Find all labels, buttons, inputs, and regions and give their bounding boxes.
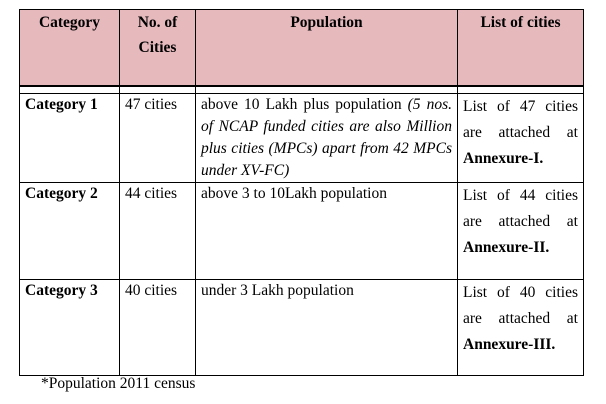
population-main: under 3 Lakh population	[201, 281, 354, 299]
row-population	[196, 279, 458, 375]
list-text: List of 44 cities are attached at	[463, 186, 578, 230]
header-population: Population	[196, 10, 458, 86]
population-main: above 10 Lakh plus population	[201, 95, 402, 113]
population-main: above 3 to 10Lakh population	[201, 184, 387, 202]
row-list	[458, 279, 584, 375]
row-count: 47 cities	[120, 93, 196, 182]
header-no-of-cities: No. of Cities	[120, 10, 196, 86]
list-annexure: Annexure-II.	[463, 238, 550, 256]
row-category: Category 1	[20, 93, 120, 182]
header-list-of-cities: List of cities	[458, 10, 584, 86]
city-category-table	[19, 9, 584, 376]
list-annexure: Annexure-I.	[463, 149, 544, 167]
header-gap-row	[20, 86, 584, 94]
table-row	[20, 182, 584, 279]
header-category: Category	[20, 10, 120, 86]
table-row	[20, 93, 584, 182]
population-note: (5 nos. of NCAP funded cities are also Million plus cities (MPCs) apart from 42 MPCs under XV-FC)	[201, 95, 452, 179]
row-list	[458, 93, 584, 182]
row-count: 40 cities	[120, 279, 196, 375]
row-category: Category 3	[20, 279, 120, 375]
list-text: List of 47 cities are attached at	[463, 97, 578, 141]
table-header	[20, 10, 584, 86]
list-text: List of 40 cities are attached at	[463, 283, 578, 327]
row-population	[196, 93, 458, 182]
row-list	[458, 182, 584, 279]
footnote: *Population 2011 census	[41, 375, 196, 392]
list-annexure: Annexure-III.	[463, 335, 556, 353]
row-population	[196, 182, 458, 279]
row-category: Category 2	[20, 182, 120, 279]
row-count: 44 cities	[120, 182, 196, 279]
table-row	[20, 279, 584, 375]
